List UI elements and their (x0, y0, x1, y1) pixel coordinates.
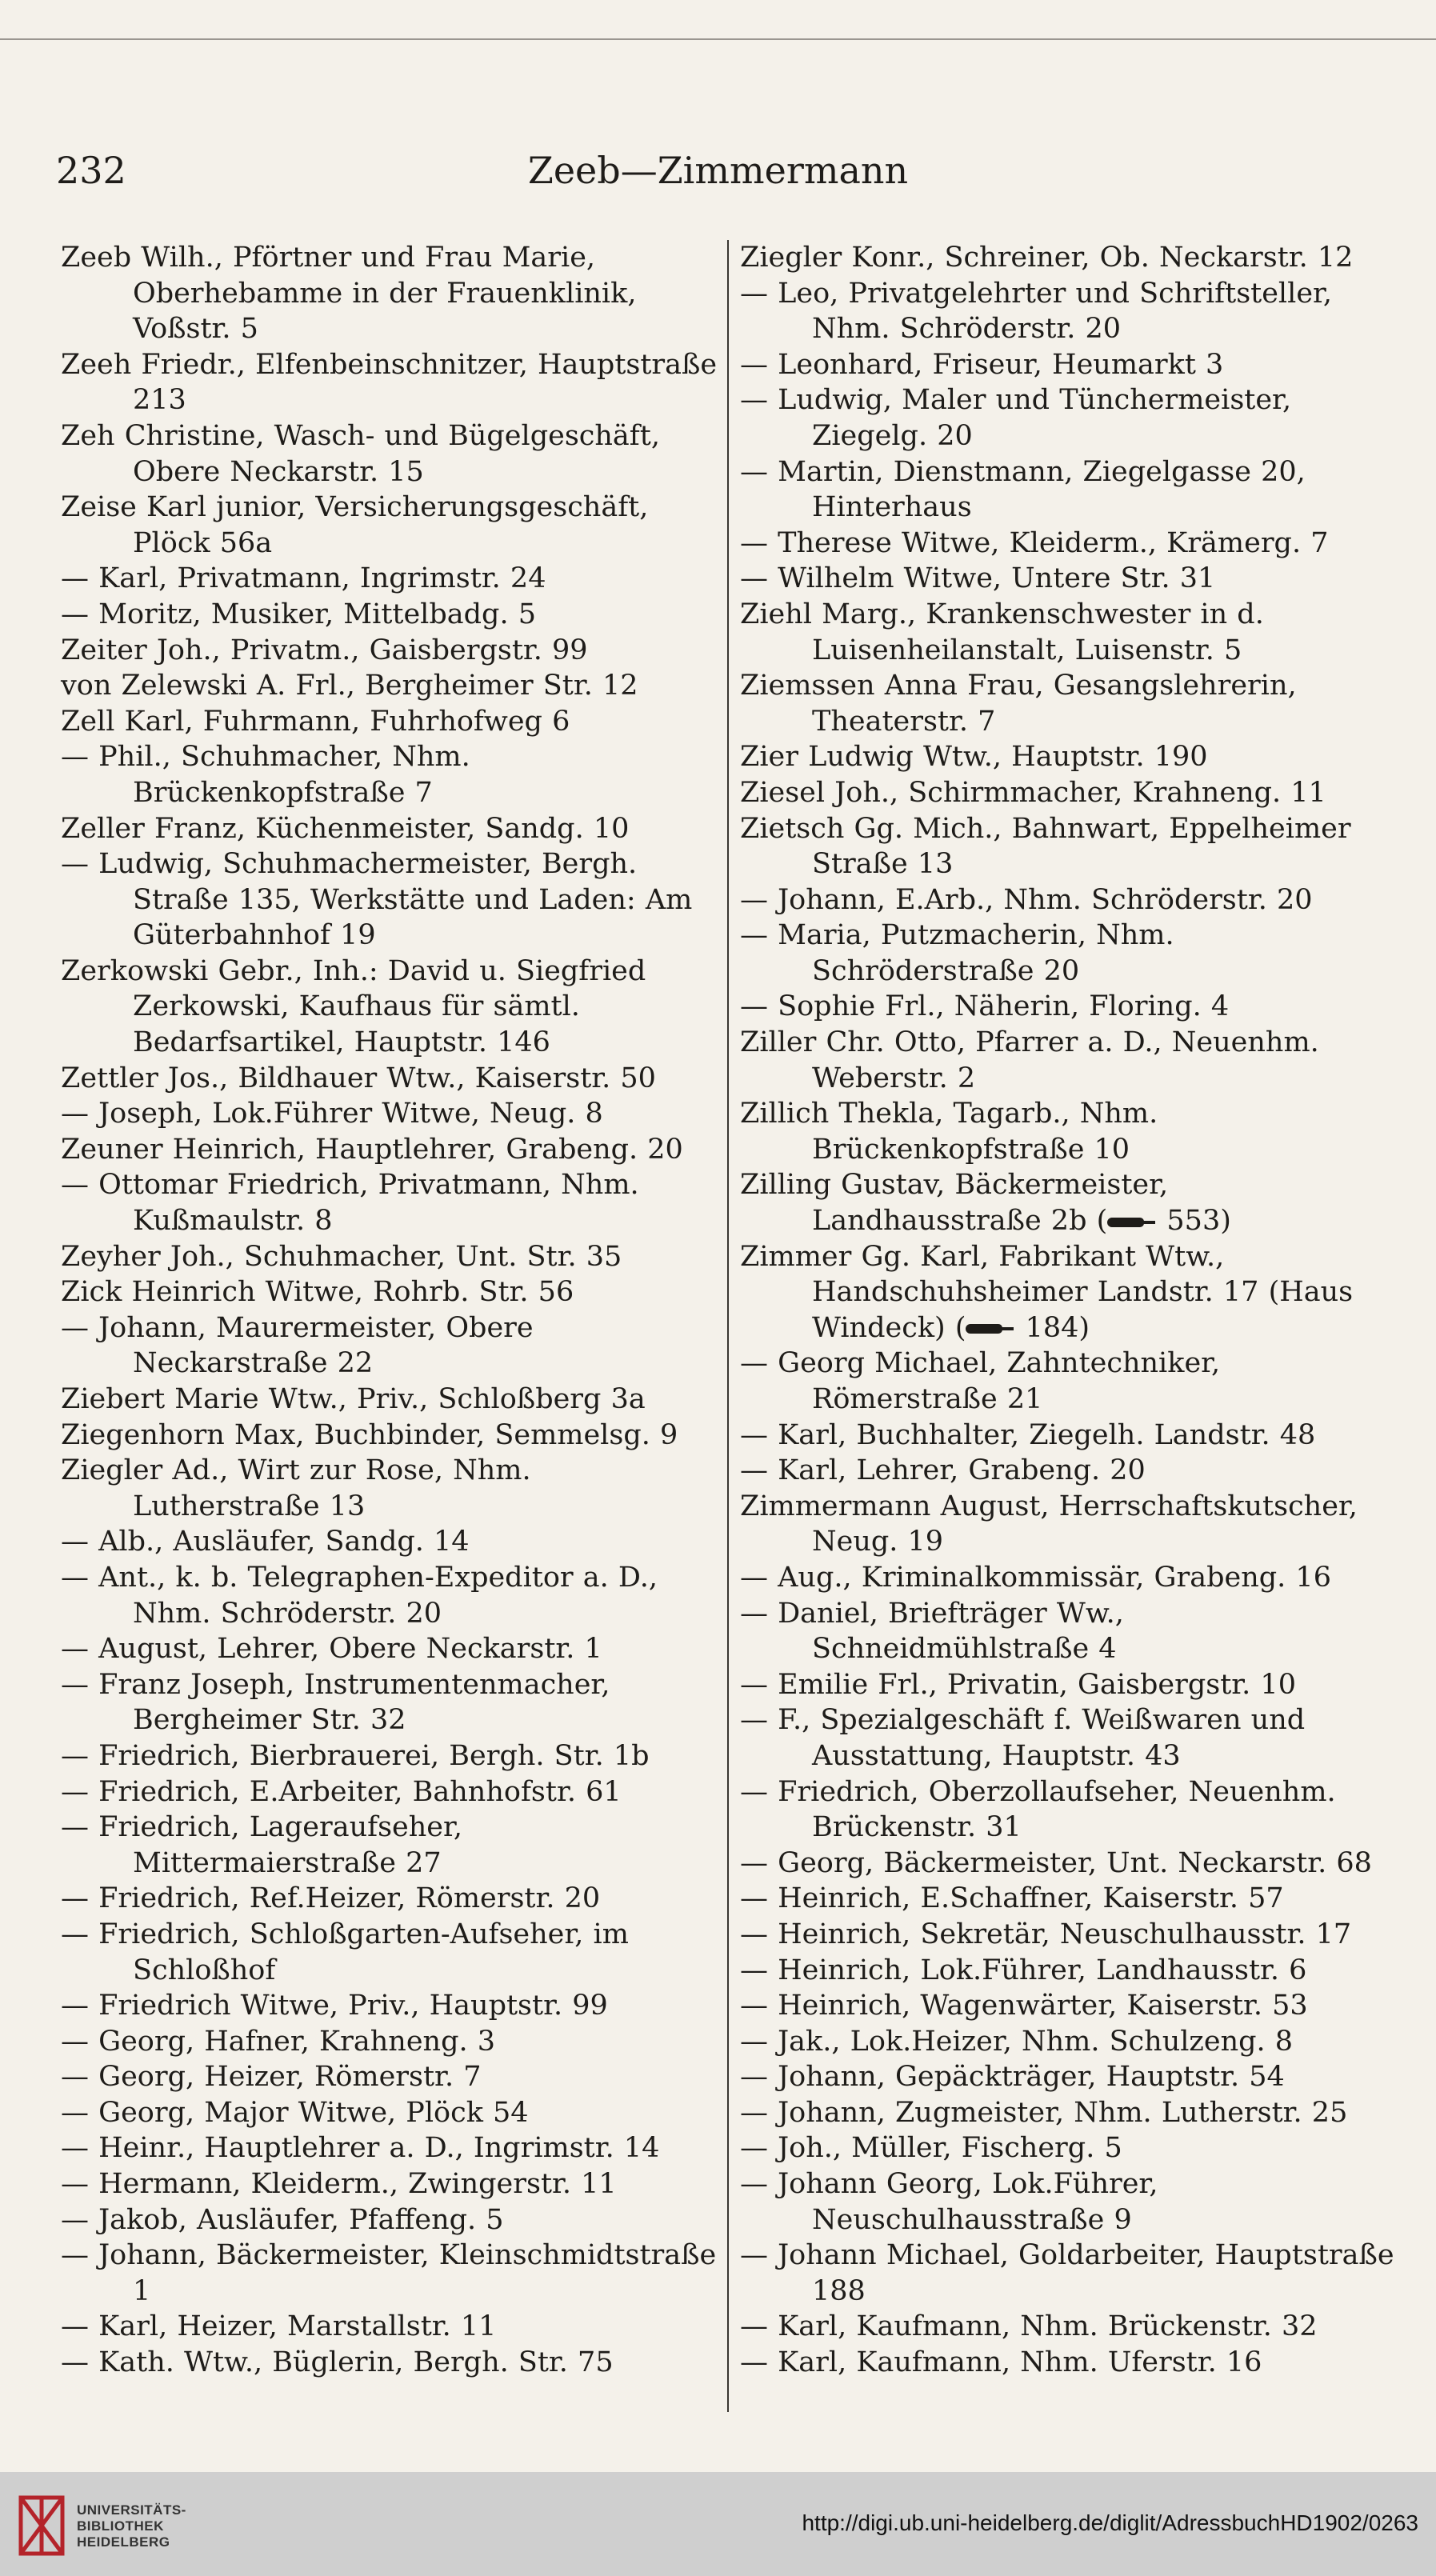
directory-entry (61, 633, 721, 669)
entry-text: Zeller Franz, Küchenmeister, Sandg. 10 (61, 812, 630, 845)
directory-entry (61, 1667, 721, 1738)
entry-text: Zier Ludwig Wtw., Hauptstr. 190 (740, 741, 1208, 774)
directory-entry (61, 418, 721, 490)
directory-entry: Zimmer Gg. Karl, Fabrikant Wtw., Handschuhsheimer Landstr. 17 (Haus Windeck) ( 184) (740, 1240, 1354, 1344)
directory-entry (740, 1881, 1400, 1917)
directory-entry (61, 1453, 721, 1524)
directory-entry (740, 2238, 1400, 2309)
entry-text: Zeeb Wilh., Pförtner und Frau Marie, Oberhebamme in der Frauenklinik, Voßstr. 5 (61, 242, 637, 346)
entry-text: Zell Karl, Fuhrmann, Fuhrhofweg 6 (61, 705, 570, 738)
entry-text: — Georg, Bäckermeister, Unt. Neckarstr. 68 (740, 1846, 1372, 1879)
directory-entry (740, 2059, 1400, 2095)
directory-entry (61, 1418, 721, 1454)
directory-entry (740, 918, 1400, 989)
entry-text: — Aug., Kriminalkommissär, Grabeng. 16 (740, 1561, 1331, 1594)
entry-text: — Karl, Buchhalter, Ziegelh. Landstr. 48 (740, 1418, 1316, 1451)
page-number: 232 (56, 149, 126, 192)
directory-entry (61, 1274, 721, 1310)
directory-entry (61, 1738, 721, 1774)
directory-entry (740, 1096, 1400, 1167)
directory-entry (61, 1774, 721, 1810)
directory-entry (61, 2130, 721, 2166)
entry-text: Ziller Chr. Otto, Pfarrer a. D., Neuenhm. Weberstr. 2 (740, 1026, 1319, 1094)
right-column (740, 240, 1400, 2381)
directory-entry (740, 382, 1400, 454)
entry-text: Ziemssen Anna Frau, Gesangslehrerin, Theaterstr. 7 (740, 670, 1297, 738)
entry-text: — Johann Michael, Goldarbeiter, Hauptstraße 188 (740, 2239, 1394, 2307)
entry-text: — Emilie Frl., Privatin, Gaisbergstr. 10 (740, 1668, 1296, 1701)
directory-entry (740, 2309, 1400, 2345)
telephone-icon (1107, 1214, 1157, 1231)
directory-entry (61, 1096, 721, 1132)
page-title: Zeeb—Zimmermann (527, 149, 909, 192)
running-header (56, 142, 1380, 198)
directory-entry (61, 1917, 721, 1988)
directory-entry (61, 2059, 721, 2095)
university-library-logo-icon (14, 2486, 86, 2562)
directory-entry (740, 1702, 1400, 1774)
entry-text: — Johann Georg, Lok.Führer, Neuschulhausstraße 9 (740, 2168, 1158, 2236)
entry-text: — F., Spezialgeschäft f. Weißwaren und Ausstattung, Hauptstr. 43 (740, 1704, 1306, 1772)
entry-text: — Friedrich, E.Arbeiter, Bahnhofstr. 61 (61, 1775, 622, 1808)
directory-entry (61, 490, 721, 561)
directory-entry (740, 276, 1400, 347)
library-name-line: UNIVERSITÄTS- (77, 2502, 186, 2518)
library-name (77, 2502, 186, 2550)
entry-text: — Johann, Zugmeister, Nhm. Lutherstr. 25 (740, 2096, 1348, 2129)
entry-text: — Kath. Wtw., Büglerin, Bergh. Str. 75 (61, 2346, 614, 2379)
entry-text: — Leo, Privatgelehrter und Schriftsteller, Nhm. Schröderstr. 20 (740, 277, 1333, 346)
left-column (61, 240, 721, 2381)
top-edge-line (0, 38, 1436, 40)
entry-text: — Heinr., Hauptlehrer a. D., Ingrimstr. 14 (61, 2132, 660, 2165)
directory-entry (740, 1667, 1400, 1703)
phone-number: 184 (1025, 1311, 1079, 1344)
entry-text: Zietsch Gg. Mich., Bahnwart, Eppelheimer Straße 13 (740, 812, 1351, 881)
entry-text: — Friedrich, Schloßgarten-Aufseher, im Schloßhof (61, 1918, 629, 1986)
directory-entry (61, 704, 721, 740)
directory-entry (61, 954, 721, 1061)
directory-entry (61, 1167, 721, 1238)
directory-entry (61, 2309, 721, 2345)
footer-bar (0, 2472, 1436, 2576)
entry-text: — Jak., Lok.Heizer, Nhm. Schulzeng. 8 (740, 2025, 1294, 2058)
directory-entry (61, 1810, 721, 1881)
entry-text: — Georg Michael, Zahntechniker, Römerstraße 21 (740, 1347, 1221, 1415)
directory-entry (61, 668, 721, 704)
phone-number: 553 (1166, 1205, 1221, 1238)
entry-text: — Therese Witwe, Kleiderm., Krämerg. 7 (740, 526, 1329, 559)
entry-text: Zettler Jos., Bildhauer Wtw., Kaiserstr. 50 (61, 1062, 656, 1094)
entry-text: Zimmer Gg. Karl, Fabrikant Wtw., Handschuhsheimer Landstr. 17 (Haus Windeck) (740, 1240, 1354, 1344)
entry-text: — Heinrich, Lok.Führer, Landhausstr. 6 (740, 1954, 1307, 1986)
library-name-line: HEIDELBERG (77, 2534, 170, 2550)
directory-entry (740, 1025, 1400, 1096)
directory-entry (740, 739, 1400, 775)
entry-text: — Georg, Heizer, Römerstr. 7 (61, 2061, 482, 2094)
entry-text: — Hermann, Kleiderm., Zwingerstr. 11 (61, 2168, 617, 2201)
directory-entry (61, 2166, 721, 2202)
column-divider (727, 240, 729, 2412)
directory-entry (61, 1881, 721, 1917)
entry-text: Zimmermann August, Herrschaftskutscher, Neug. 19 (740, 1490, 1358, 1558)
entry-text: — Johann, Bäckermeister, Kleinschmidtstraße 1 (61, 2239, 717, 2307)
directory-entry (740, 2130, 1400, 2166)
entry-text: — Ant., k. b. Telegraphen-Expeditor a. D., Nhm. Schröderstr. 20 (61, 1561, 658, 1630)
entry-text: — Ottomar Friedrich, Privatmann, Nhm. Kußmaulstr. 8 (61, 1169, 639, 1238)
entry-text: Ziehl Marg., Krankenschwester in d. Luisenheilanstalt, Luisenstr. 5 (740, 598, 1264, 666)
directory-entry (61, 1382, 721, 1418)
directory-entry (61, 2345, 721, 2381)
directory-entry (740, 561, 1400, 597)
entry-text: Zeiter Joh., Privatm., Gaisbergstr. 99 (61, 634, 588, 666)
entry-text: Zeyher Joh., Schuhmacher, Unt. Str. 35 (61, 1240, 622, 1273)
directory-entry (61, 1132, 721, 1168)
directory-entry (61, 1560, 721, 1631)
entry-text: — Martin, Dienstmann, Ziegelgasse 20, Hinterhaus (740, 455, 1306, 524)
directory-entry (61, 1061, 721, 1097)
directory-entry (61, 739, 721, 810)
entry-text: — August, Lehrer, Obere Neckarstr. 1 (61, 1633, 602, 1666)
entry-text: Zeeh Friedr., Elfenbeinschnitzer, Hauptstraße 213 (61, 348, 718, 417)
entry-text: — Friedrich Witwe, Priv., Hauptstr. 99 (61, 1990, 608, 2022)
entry-text: Ziegler Ad., Wirt zur Rose, Nhm. Lutherstraße 13 (61, 1454, 531, 1522)
directory-entry (61, 1988, 721, 2024)
entry-text: — Karl, Kaufmann, Nhm. Uferstr. 16 (740, 2346, 1262, 2379)
directory-entry (740, 1560, 1400, 1596)
entry-text: — Friedrich, Lageraufseher, Mittermaierstraße 27 (61, 1811, 463, 1879)
directory-entry (740, 668, 1400, 739)
entry-text: Ziebert Marie Wtw., Priv., Schloßberg 3a (61, 1383, 646, 1415)
telephone-icon (966, 1320, 1015, 1338)
entry-text: — Georg, Major Witwe, Plöck 54 (61, 2096, 529, 2129)
entry-text: — Ludwig, Maler und Tünchermeister, Ziegelg. 20 (740, 384, 1292, 452)
directory-entry (61, 1310, 721, 1382)
directory-entry (740, 1453, 1400, 1489)
directory-entry (61, 597, 721, 633)
directory-entry (740, 1346, 1400, 1417)
directory-entry (740, 526, 1400, 562)
entry-text: — Phil., Schuhmacher, Nhm. Brückenkopfstraße 7 (61, 741, 470, 809)
directory-entry (740, 347, 1400, 383)
directory-entry (61, 1239, 721, 1275)
directory-entry (740, 240, 1400, 276)
entry-text: — Friedrich, Ref.Heizer, Römerstr. 20 (61, 1882, 601, 1915)
entry-text: — Joh., Müller, Fischerg. 5 (740, 2132, 1122, 2165)
entry-text: — Maria, Putzmacherin, Nhm. Schröderstraße 20 (740, 919, 1174, 987)
entry-text: Zeh Christine, Wasch- und Bügelgeschäft, Obere Neckarstr. 15 (61, 419, 660, 488)
entry-text: — Heinrich, Wagenwärter, Kaiserstr. 53 (740, 1990, 1308, 2022)
directory-entry (740, 989, 1400, 1025)
directory-entry (61, 846, 721, 954)
directory-entry (740, 2095, 1400, 2131)
entry-text: — Karl, Lehrer, Grabeng. 20 (740, 1454, 1146, 1487)
entry-text: — Alb., Ausläufer, Sandg. 14 (61, 1526, 470, 1558)
entry-text: — Heinrich, E.Schaffner, Kaiserstr. 57 (740, 1882, 1284, 1915)
directory-entry (740, 882, 1400, 918)
directory-entry (740, 811, 1400, 882)
directory-entry (740, 1953, 1400, 1989)
entry-text: — Leonhard, Friseur, Heumarkt 3 (740, 348, 1224, 381)
directory-entry (740, 2166, 1400, 2238)
directory-entry (740, 1596, 1400, 1667)
directory-entry (61, 561, 721, 597)
directory-entry (740, 1418, 1400, 1454)
entry-text: — Moritz, Musiker, Mittelbadg. 5 (61, 598, 536, 630)
directory-entry (740, 597, 1400, 668)
directory-entry: Zilling Gustav, Bäckermeister, Landhausstraße 2b ( 553) (740, 1169, 1231, 1238)
entry-text: Zilling Gustav, Bäckermeister, Landhausstraße 2b (740, 1169, 1169, 1238)
entry-text: — Wilhelm Witwe, Untere Str. 31 (740, 562, 1216, 595)
directory-entry (740, 1917, 1400, 1953)
entry-text: Zerkowski Gebr., Inh.: David u. Siegfried Zerkowski, Kaufhaus für sämtl. Bedarfsartikel, Hauptstr. 146 (61, 954, 646, 1059)
directory-entry (740, 1846, 1400, 1882)
entry-text: — Jakob, Ausläufer, Pfaffeng. 5 (61, 2203, 504, 2236)
entry-text: Ziesel Joh., Schirmmacher, Krahneng. 11 (740, 776, 1326, 809)
directory-entry (61, 240, 721, 347)
directory-entry (61, 1524, 721, 1560)
library-name-line: BIBLIOTHEK (77, 2518, 164, 2534)
directory-entry (61, 2095, 721, 2131)
directory-entry (740, 1774, 1400, 1846)
directory-entry (61, 1631, 721, 1667)
entry-text: — Friedrich, Bierbrauerei, Bergh. Str. 1b (61, 1739, 650, 1772)
directory-entry (61, 2238, 721, 2309)
entry-text: — Johann, E.Arb., Nhm. Schröderstr. 20 (740, 883, 1313, 916)
entry-text: — Friedrich, Oberzollaufseher, Neuenhm. Brückenstr. 31 (740, 1775, 1336, 1844)
entry-text: — Johann, Maurermeister, Obere Neckarstraße 22 (61, 1311, 534, 1380)
directory-entry (740, 454, 1400, 526)
directory-entry (740, 1489, 1400, 1560)
entry-text: Zeise Karl junior, Versicherungsgeschäft, Plöck 56a (61, 491, 649, 559)
directory-entry (61, 2202, 721, 2238)
entry-text: — Sophie Frl., Näherin, Floring. 4 (740, 990, 1230, 1023)
entry-text: — Johann, Gepäckträger, Hauptstr. 54 (740, 2061, 1285, 2094)
entry-text: — Franz Joseph, Instrumentenmacher, Bergheimer Str. 32 (61, 1668, 610, 1737)
directory-entry (61, 2024, 721, 2060)
entry-text: Zick Heinrich Witwe, Rohrb. Str. 56 (61, 1276, 574, 1309)
entry-text: Ziegenhorn Max, Buchbinder, Semmelsg. 9 (61, 1418, 678, 1451)
entry-text: — Georg, Hafner, Krahneng. 3 (61, 2025, 495, 2058)
entry-text: — Ludwig, Schuhmachermeister, Bergh. Straße 135, Werkstätte und Laden: Am Güterbahnhof 19 (61, 848, 693, 952)
directory-entry (740, 1988, 1400, 2024)
entry-text: — Karl, Heizer, Marstallstr. 11 (61, 2310, 497, 2343)
source-url-link[interactable]: http://digi.ub.uni-heidelberg.de/diglit/AdressbuchHD1902/0263 (802, 2510, 1418, 2535)
directory-entry (61, 811, 721, 847)
entry-text: — Karl, Kaufmann, Nhm. Brückenstr. 32 (740, 2310, 1318, 2343)
entry-text: — Karl, Privatmann, Ingrimstr. 24 (61, 562, 546, 595)
entry-text: Zillich Thekla, Tagarb., Nhm. Brückenkopfstraße 10 (740, 1098, 1158, 1166)
entry-text: von Zelewski A. Frl., Bergheimer Str. 12 (61, 670, 638, 702)
entry-text: — Daniel, Briefträger Ww., Schneidmühlstraße 4 (740, 1597, 1124, 1666)
entry-text: — Joseph, Lok.Führer Witwe, Neug. 8 (61, 1098, 603, 1130)
directory-entry (740, 2345, 1400, 2381)
directory-entry (740, 775, 1400, 811)
directory-entry (61, 347, 721, 418)
directory-entry (740, 2024, 1400, 2060)
entry-text: — Heinrich, Sekretär, Neuschulhausstr. 17 (740, 1918, 1352, 1950)
entry-text: Zeuner Heinrich, Hauptlehrer, Grabeng. 20 (61, 1133, 683, 1166)
entry-text: Ziegler Konr., Schreiner, Ob. Neckarstr. 12 (740, 242, 1354, 274)
